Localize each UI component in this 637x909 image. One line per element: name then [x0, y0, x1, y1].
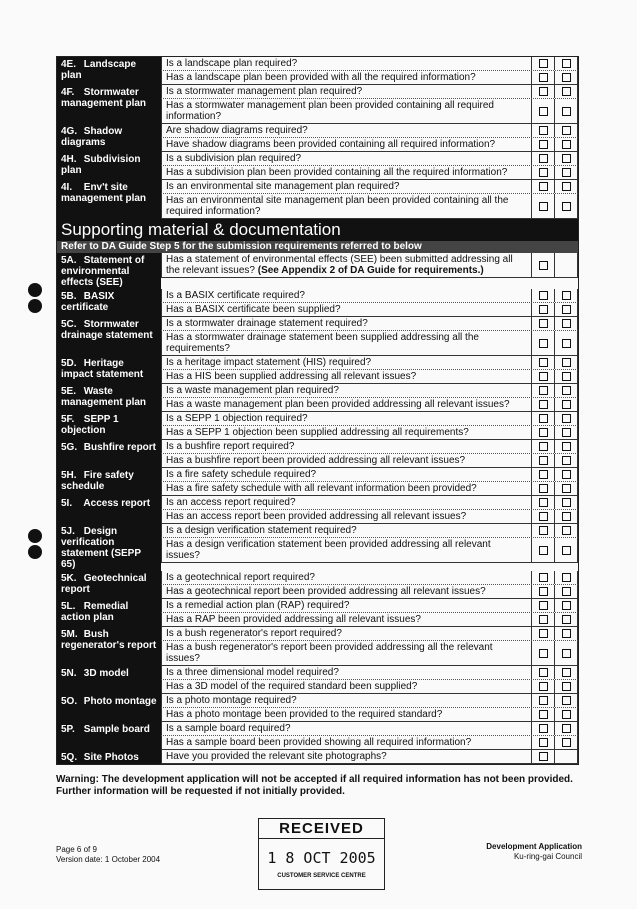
checkbox[interactable]: [555, 289, 578, 302]
punch-hole: [28, 299, 42, 313]
footer-council: Ku-ring-gai Council: [513, 852, 582, 861]
question-text: Has a bush regenerator's report been provided addressing all the relevant issues?: [161, 641, 532, 665]
question-row: [161, 398, 578, 412]
item-name: Photo montage: [83, 696, 157, 707]
question-row: [161, 166, 578, 180]
checkbox[interactable]: [532, 412, 555, 425]
question-text: Is a remedial action plan (RAP) required?: [161, 599, 532, 612]
checkbox[interactable]: [532, 152, 555, 165]
item-label: [57, 468, 161, 496]
checklist-row: [57, 289, 578, 317]
item-name: 3D model: [83, 668, 129, 679]
item-number: 4I.: [61, 182, 73, 193]
item-label: [57, 750, 161, 764]
checkbox[interactable]: [532, 317, 555, 330]
item-name: Bush regenerator's report: [61, 629, 157, 651]
question-text: Is a three dimensional model required?: [161, 666, 532, 679]
checkbox[interactable]: [555, 627, 578, 640]
checkbox[interactable]: [532, 356, 555, 369]
item-name: Waste management plan: [61, 386, 147, 408]
checkbox[interactable]: [555, 124, 578, 137]
checkbox[interactable]: [555, 331, 578, 355]
question-row: [161, 384, 578, 398]
checkbox[interactable]: [532, 71, 555, 84]
question-text: Is an access report required?: [161, 496, 532, 509]
question-row: [161, 124, 578, 138]
question-row: [161, 194, 578, 219]
checkbox[interactable]: [532, 482, 555, 495]
checklist-row: [57, 85, 578, 124]
item-label: [57, 253, 161, 289]
checkbox[interactable]: [532, 303, 555, 316]
question-row: [161, 510, 578, 524]
page-number: Page 6 of 9: [56, 845, 97, 854]
question-row: [161, 57, 578, 71]
question-text: Is a bush regenerator's report required?: [161, 627, 532, 640]
empty-cell: [555, 750, 578, 763]
question-text: Is a stormwater drainage statement required?: [161, 317, 532, 330]
checkbox[interactable]: [555, 585, 578, 598]
checkbox[interactable]: [532, 57, 555, 70]
checklist-row: [57, 627, 578, 666]
item-number: 5I.: [61, 498, 73, 509]
question-text: Has a SEPP 1 objection been supplied addressing all requirements?: [161, 426, 532, 439]
item-number: 5H.: [61, 470, 77, 481]
checkbox[interactable]: [532, 331, 555, 355]
checkbox[interactable]: [555, 194, 578, 218]
item-label: [57, 722, 161, 750]
checkbox[interactable]: [532, 496, 555, 509]
item-number: 5M.: [61, 629, 78, 640]
item-label: [57, 599, 161, 627]
checklist-row: [57, 666, 578, 694]
checkbox[interactable]: [555, 398, 578, 411]
checkbox[interactable]: [555, 708, 578, 721]
item-label: [57, 384, 161, 412]
question-text: Have you provided the relevant site photographs?: [161, 750, 532, 763]
question-row: [161, 680, 578, 694]
checkbox[interactable]: [555, 180, 578, 193]
item-label: [57, 666, 161, 694]
question-text: Has a geotechnical report been provided addressing all relevant issues?: [161, 585, 532, 598]
checklist-row: [57, 180, 578, 219]
question-text: Has a HIS been supplied addressing all relevant issues?: [161, 370, 532, 383]
checkbox[interactable]: [532, 613, 555, 626]
checklist-row: [57, 124, 578, 152]
item-label: [57, 524, 161, 571]
question-text: Is a BASIX certificate required?: [161, 289, 532, 302]
stamp-centre: CUSTOMER SERVICE CENTRE: [277, 873, 366, 879]
item-label: [57, 412, 161, 440]
checklist-row: [57, 468, 578, 496]
checkbox[interactable]: [532, 85, 555, 98]
item-number: 5L.: [61, 601, 76, 612]
item-number: 4H.: [61, 154, 77, 165]
item-number: 5O.: [61, 696, 78, 707]
item-number: 5A.: [61, 255, 77, 266]
checkbox[interactable]: [555, 524, 578, 537]
item-number: 5P.: [61, 724, 75, 735]
question-text: Has a fire safety schedule with all relevant information been provided?: [161, 482, 532, 495]
question-row: [161, 253, 578, 278]
question-row: [161, 736, 578, 750]
checklist-table: [56, 56, 579, 765]
item-number: 5N.: [61, 668, 77, 679]
item-label: [57, 289, 161, 317]
question-text: Are shadow diagrams required?: [161, 124, 532, 137]
question-row: [161, 138, 578, 152]
checklist-row: [57, 440, 578, 468]
item-number: 5E.: [61, 386, 77, 397]
punch-hole: [28, 545, 42, 559]
item-label: [57, 356, 161, 384]
item-name: Site Photos: [83, 752, 139, 763]
checklist-row: [57, 152, 578, 180]
question-row: [161, 85, 578, 99]
question-text: Is a subdivision plan required?: [161, 152, 532, 165]
question-row: [161, 524, 578, 538]
question-row: [161, 426, 578, 440]
item-name: Sample board: [83, 724, 150, 735]
checkbox[interactable]: [532, 289, 555, 302]
checkbox[interactable]: [555, 613, 578, 626]
checkbox[interactable]: [555, 57, 578, 70]
question-row: [161, 722, 578, 736]
checkbox[interactable]: [532, 538, 555, 562]
checklist-row: [57, 524, 578, 571]
question-text: Has a waste management plan been provided addressing all relevant issues?: [161, 398, 532, 411]
item-name: Bushfire report: [83, 442, 157, 453]
item-number: 5Q.: [61, 752, 78, 763]
checklist-row: [57, 384, 578, 412]
item-name: Landscape plan: [61, 59, 137, 81]
checkbox[interactable]: [555, 356, 578, 369]
checkbox[interactable]: [555, 440, 578, 453]
item-number: 5D.: [61, 358, 77, 369]
checkbox[interactable]: [555, 85, 578, 98]
item-name: Statement of environmental effects (SEE): [61, 255, 145, 288]
item-number: 5G.: [61, 442, 78, 453]
checkbox[interactable]: [555, 166, 578, 179]
checkbox[interactable]: [555, 370, 578, 383]
item-number: 5B.: [61, 291, 77, 302]
item-number: 4G.: [61, 126, 78, 137]
checkbox[interactable]: [555, 666, 578, 679]
checkbox[interactable]: [532, 666, 555, 679]
checkbox[interactable]: [555, 571, 578, 584]
checkbox[interactable]: [532, 708, 555, 721]
checklist-row: [57, 412, 578, 440]
checkbox[interactable]: [532, 124, 555, 137]
question-text: Is an environmental site management plan required?: [161, 180, 532, 193]
item-name: Stormwater management plan: [61, 87, 147, 109]
question-row: [161, 694, 578, 708]
item-name: Heritage impact statement: [61, 358, 144, 380]
checkbox[interactable]: [532, 599, 555, 612]
question-row: [161, 412, 578, 426]
checklist-row: [57, 571, 578, 599]
checklist-row: [57, 57, 578, 85]
question-text: Has a landscape plan been provided with all the required information?: [161, 71, 532, 84]
item-label: [57, 440, 161, 468]
received-stamp: [258, 818, 385, 890]
question-text: Has a bushfire report been provided addressing all relevant issues?: [161, 454, 532, 467]
checkbox[interactable]: [555, 99, 578, 123]
checkbox[interactable]: [532, 585, 555, 598]
item-name: Geotechnical report: [61, 573, 147, 595]
item-number: 4F.: [61, 87, 75, 98]
checkbox[interactable]: [532, 468, 555, 481]
question-row: [161, 331, 578, 356]
question-row: [161, 317, 578, 331]
checkbox[interactable]: [532, 384, 555, 397]
question-text: Is a photo montage required?: [161, 694, 532, 707]
item-label: [57, 571, 161, 599]
question-text: Is a bushfire report required?: [161, 440, 532, 453]
question-text: Has a 3D model of the required standard been supplied?: [161, 680, 532, 693]
item-number: 5F.: [61, 414, 75, 425]
item-label: [57, 124, 161, 152]
checkbox[interactable]: [555, 138, 578, 151]
question-row: [161, 180, 578, 194]
item-name: Stormwater drainage statement: [61, 319, 153, 341]
footer-doc-title: Development Application: [486, 842, 582, 851]
question-text: Has a BASIX certificate been supplied?: [161, 303, 532, 316]
checklist-row: [57, 496, 578, 524]
question-body: Has a statement of environmental effects (SEE) been submitted addressing all the relevant issues?: [166, 254, 513, 276]
checkbox[interactable]: [532, 722, 555, 735]
checkbox[interactable]: [555, 384, 578, 397]
warning-text: Warning: The development application will not be accepted if all required information has not been provided. Further information will be requested if not initially provided.: [56, 774, 573, 797]
item-label: [57, 694, 161, 722]
item-name: Shadow diagrams: [61, 126, 123, 148]
checkbox[interactable]: [555, 303, 578, 316]
stamp-title: RECEIVED: [259, 819, 384, 839]
checkbox[interactable]: [532, 750, 555, 763]
version-date: Version date: 1 October 2004: [56, 855, 161, 864]
section-subheader: Refer to DA Guide Step 5 for the submission requirements referred to below: [57, 241, 578, 253]
checkbox[interactable]: [532, 194, 555, 218]
checkbox[interactable]: [532, 680, 555, 693]
checkbox[interactable]: [532, 736, 555, 749]
item-label: [57, 57, 161, 85]
checklist-row: [57, 694, 578, 722]
checkbox[interactable]: [532, 440, 555, 453]
punch-hole: [28, 283, 42, 297]
question-text: Is a geotechnical report required?: [161, 571, 532, 584]
question-text: Is a waste management plan required?: [161, 384, 532, 397]
checkbox[interactable]: [555, 680, 578, 693]
checkbox[interactable]: [555, 510, 578, 523]
question-row: [161, 641, 578, 666]
question-text: Is a sample board required?: [161, 722, 532, 735]
punch-hole: [28, 529, 42, 543]
question-text: Has a stormwater management plan been provided containing all required information?: [161, 99, 532, 123]
checkbox[interactable]: [555, 317, 578, 330]
question-row: [161, 356, 578, 370]
question-text: Have shadow diagrams been provided containing all required information?: [161, 138, 532, 151]
checkbox[interactable]: [555, 694, 578, 707]
checkbox[interactable]: [555, 412, 578, 425]
item-label: [57, 496, 161, 524]
item-name: SEPP 1 objection: [61, 414, 119, 436]
checkbox[interactable]: [532, 166, 555, 179]
question-row: [161, 613, 578, 627]
checkbox[interactable]: [555, 496, 578, 509]
item-label: [57, 85, 161, 124]
checkbox[interactable]: [532, 510, 555, 523]
checkbox[interactable]: [555, 71, 578, 84]
checkbox[interactable]: [555, 454, 578, 467]
checkbox[interactable]: [555, 152, 578, 165]
checkbox[interactable]: [555, 722, 578, 735]
question-row: [161, 482, 578, 496]
question-text: Is a SEPP 1 objection required?: [161, 412, 532, 425]
question-text: Is a landscape plan required?: [161, 57, 532, 70]
item-label: [57, 627, 161, 666]
checkbox[interactable]: [532, 398, 555, 411]
question-row: [161, 708, 578, 722]
checklist-row: [57, 356, 578, 384]
checkbox[interactable]: [555, 641, 578, 665]
question-text: Has an environmental site management plan been provided containing all the required information?: [161, 194, 532, 218]
question-row: [161, 585, 578, 599]
checkbox[interactable]: [555, 538, 578, 562]
question-note: (See Appendix 2 of DA Guide for requirements.): [257, 265, 484, 276]
question-text: Has a stormwater drainage statement been supplied addressing all the requirements?: [161, 331, 532, 355]
question-text: Is a stormwater management plan required?: [161, 85, 532, 98]
question-row: [161, 666, 578, 680]
checkbox[interactable]: [555, 599, 578, 612]
item-name: BASIX certificate: [61, 291, 115, 313]
question-row: [161, 571, 578, 585]
item-number: 4E.: [61, 59, 77, 70]
checklist-row: [57, 253, 578, 289]
checklist-row: [57, 722, 578, 750]
question-text: [161, 253, 532, 277]
question-text: Has an access report been provided addressing all relevant issues?: [161, 510, 532, 523]
question-row: [161, 99, 578, 124]
item-number: 5K.: [61, 573, 77, 584]
question-text: Is a heritage impact statement (HIS) required?: [161, 356, 532, 369]
question-text: Has a subdivision plan been provided containing all the required information?: [161, 166, 532, 179]
checkbox[interactable]: [532, 426, 555, 439]
question-row: [161, 440, 578, 454]
item-name: Access report: [83, 498, 151, 509]
item-label: [57, 317, 161, 356]
question-row: [161, 71, 578, 85]
checkbox[interactable]: [532, 99, 555, 123]
checklist-row: [57, 599, 578, 627]
question-row: [161, 468, 578, 482]
item-label: [57, 152, 161, 180]
checkbox[interactable]: [555, 426, 578, 439]
item-name: Subdivision plan: [61, 154, 141, 176]
question-row: [161, 599, 578, 613]
checklist-row: [57, 750, 578, 764]
checkbox[interactable]: [532, 370, 555, 383]
checkbox[interactable]: [532, 180, 555, 193]
question-text: Has a RAP been provided addressing all relevant issues?: [161, 613, 532, 626]
checkbox[interactable]: [555, 736, 578, 749]
question-row: [161, 303, 578, 317]
question-text: Is a design verification statement required?: [161, 524, 532, 537]
question-text: Has a design verification statement been provided addressing all relevant issues?: [161, 538, 532, 562]
stamp-date: 1 8 OCT 2005: [267, 849, 376, 867]
empty-cell: [555, 253, 578, 277]
question-text: Is a fire safety schedule required?: [161, 468, 532, 481]
question-row: [161, 289, 578, 303]
footer-left: [56, 845, 160, 865]
question-text: Has a photo montage been provided to the required standard?: [161, 708, 532, 721]
footer-right: [486, 842, 582, 862]
item-name: Remedial action plan: [61, 601, 129, 623]
item-label: [57, 180, 161, 219]
checkbox[interactable]: [532, 641, 555, 665]
question-row: [161, 454, 578, 468]
question-row: [161, 750, 578, 764]
checkbox[interactable]: [532, 524, 555, 537]
item-name: Fire safety schedule: [61, 470, 134, 492]
checkbox[interactable]: [532, 694, 555, 707]
question-row: [161, 370, 578, 384]
checkbox[interactable]: [555, 468, 578, 481]
question-row: [161, 627, 578, 641]
checkbox[interactable]: [532, 627, 555, 640]
checklist-row: [57, 317, 578, 356]
checkbox[interactable]: [532, 571, 555, 584]
section-header: Supporting material & documentation: [57, 219, 578, 241]
checkbox[interactable]: [532, 454, 555, 467]
item-number: 5C.: [61, 319, 77, 330]
question-row: [161, 538, 578, 563]
checkbox[interactable]: [532, 138, 555, 151]
question-row: [161, 496, 578, 510]
item-name: Design verification statement (SEPP 65): [61, 526, 141, 570]
question-row: [161, 152, 578, 166]
checkbox[interactable]: [532, 253, 555, 277]
item-name: Env't site management plan: [61, 182, 147, 204]
item-number: 5J.: [61, 526, 75, 537]
question-text: Has a sample board been provided showing all required information?: [161, 736, 532, 749]
checkbox[interactable]: [555, 482, 578, 495]
